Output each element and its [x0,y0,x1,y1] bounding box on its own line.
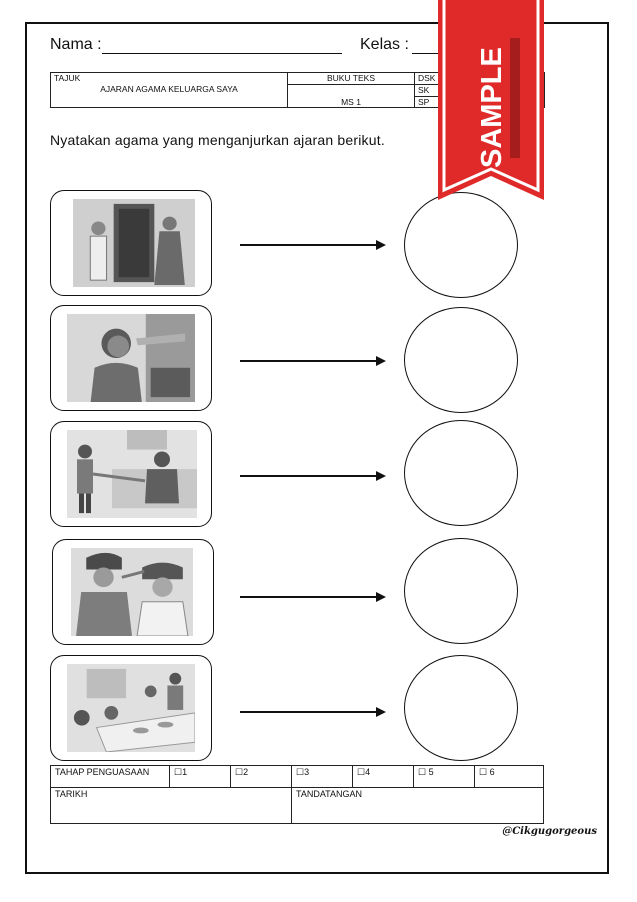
level-2-checkbox[interactable]: ☐2 [231,766,292,788]
girl-forehead-mark-photo [67,314,195,402]
name-line[interactable] [102,53,342,54]
arrow-3 [240,470,386,482]
footer-table [50,765,544,824]
family-dinner-photo [67,664,195,752]
turban-tying-photo [71,548,193,636]
arrow-2 [240,355,386,367]
answer-circle-3[interactable] [404,420,518,526]
photo-box-2 [50,305,212,411]
level-5-checkbox[interactable]: ☐ 5 [414,766,475,788]
photo-box-4 [52,539,214,645]
tarikh-cell[interactable]: TARIKH [51,788,292,824]
photo-box-1 [50,190,212,296]
boy-greeting-father-photo [67,430,197,518]
kelas-label: Kelas : [360,36,409,53]
arrow-1 [240,239,386,251]
arrow-4 [240,591,386,603]
answer-circle-5[interactable] [404,655,518,761]
sample-text: SAMPLE [476,47,508,168]
ms-value: MS 1 [288,85,415,108]
tandatangan-cell[interactable]: TANDATANGAN [292,788,544,824]
level-4-checkbox[interactable]: ☐4 [353,766,414,788]
instruction: Nyatakan agama yang menganjurkan ajaran berikut. [50,132,385,148]
family-doorway-photo [73,199,195,287]
sample-ribbon [438,0,544,200]
photo-box-3 [50,421,212,527]
answer-circle-4[interactable] [404,538,518,644]
dsk-label: DSK [415,73,545,85]
sp-label: SP [415,96,545,107]
tajuk-value: AJARAN AGAMA KELUARGA SAYA [100,84,238,94]
name-label: Nama : [50,36,102,53]
level-6-checkbox[interactable]: ☐ 6 [475,766,544,788]
level-1-checkbox[interactable]: ☐1 [170,766,231,788]
answer-circle-2[interactable] [404,307,518,413]
buku-teks-label: BUKU TEKS [288,73,415,85]
tajuk-label: TAJUK [54,73,81,83]
photo-box-5 [50,655,212,761]
sk-label: SK [415,85,545,96]
credit-text: @Cikgugorgeous [502,826,597,837]
arrow-5 [240,706,386,718]
tahap-label: TAHAP PENGUASAAN [51,766,170,788]
tajuk-cell [51,73,288,108]
answer-circle-1[interactable] [404,192,518,298]
level-3-checkbox[interactable]: ☐3 [292,766,353,788]
